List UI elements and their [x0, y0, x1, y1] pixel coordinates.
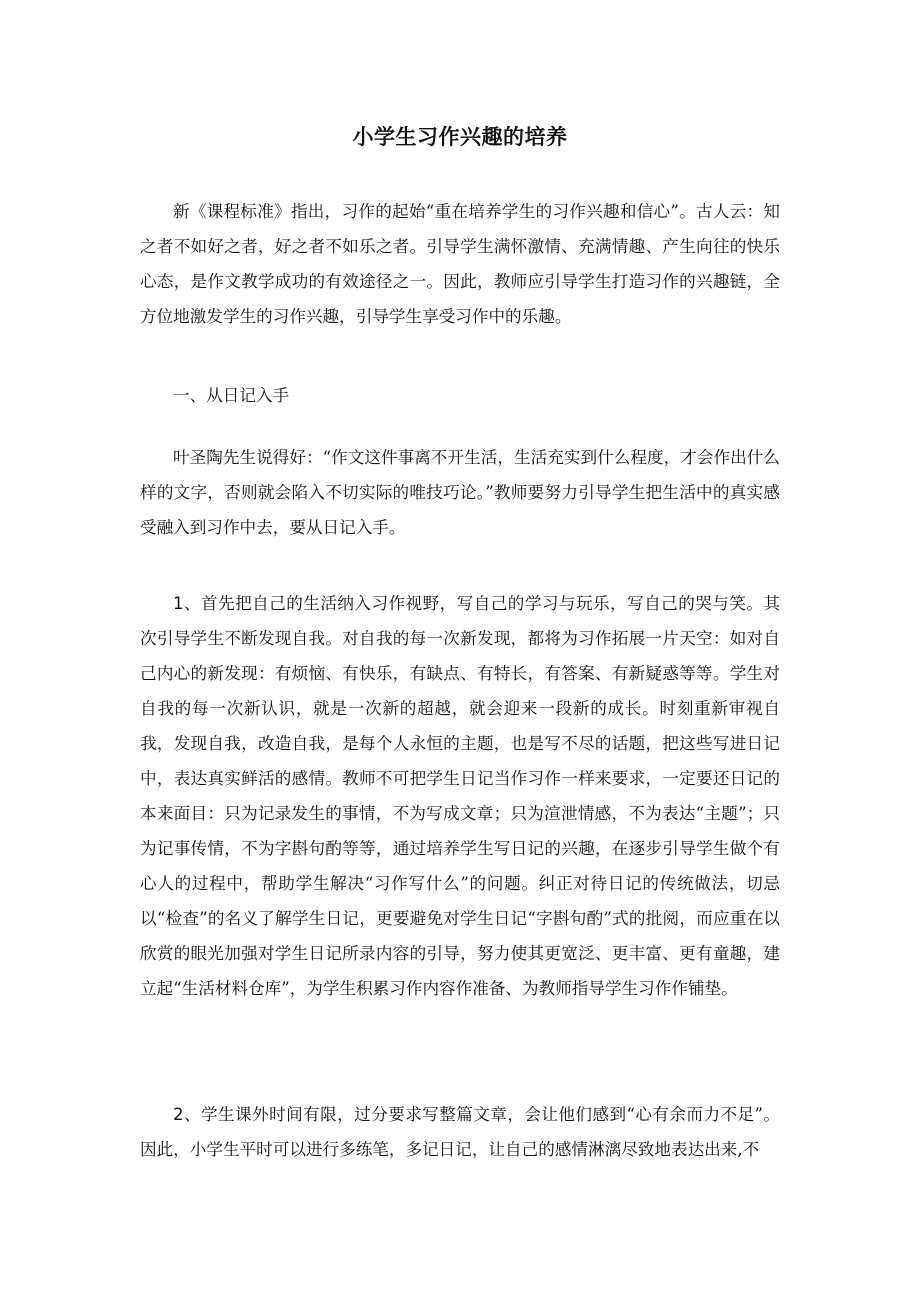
- list-number-1: 1、: [173, 594, 202, 613]
- document-title: 小学生习作兴趣的培养: [352, 125, 568, 149]
- list-item-1: [140, 586, 780, 1006]
- quote-paragraph: 叶圣陶先生说得好：“作文这件事离不开生活，生活充实到什么程度，才会作出什么样的文字，否则就会陷入不切实际的唯技巧论。”教师要努力引导学生把生活中的真实感受融入到习作中去，要从日记入手。: [140, 448, 780, 537]
- section-heading: 一、从日记入手: [173, 386, 290, 405]
- list-number-2: 2、: [173, 1105, 202, 1124]
- list-item-2: [140, 1097, 780, 1167]
- list-item-1-text: 首先把自己的生活纳入习作视野，写自己的学习与玩乐，写自己的哭与笑。其次引导学生不断发现自我。对自我的每一次新发现，都将为习作拓展一片天空：如对自己内心的新发现：有烦恼、有快乐，有缺点、有特长，有答案、有新疑惑等等。学生对自我的每一次新认识，就是一次新的超越，就会迎来一段新的成长。时刻重新审视自我，发现自我，改造自我，是每个人永恒的主题，也是写不尽的话题，把这些写进日记中，表达真实鲜活的感情。教师不可把学生日记当作习作一样来要求，一定要还日记的本来面目：只为记录发生的事情，不为写成文章；只为渲泄情感，不为表达“主题”；只为记事传情，不为字斟句酌等等，通过培养学生写日记的兴趣，在逐步引导学生做个有心人的过程中，帮助学生解决“习作写什么”的问题。纠正对待日记的传统做法，切忌以“检查”的名义了解学生日记，更要避免对学生日记“字斟句酌”式的批阅，而应重在以欣赏的眼光加强对学生日记所录内容的引导，努力使其更宽泛、更丰富、更有童趣，建立起“生活材料仓库”，为学生积累习作内容作准备、为教师指导学生习作作铺垫。: [140, 594, 780, 998]
- intro-paragraph: 新《课程标准》指出，习作的起始“重在培养学生的习作兴趣和信心”。古人云：知之者不如好之者，好之者不如乐之者。引导学生满怀激情、充满情趣、产生向往的快乐心态，是作文教学成功的有效途径之一。因此，教师应引导学生打造习作的兴趣链，全方位地激发学生的习作兴趣，引导学生享受习作中的乐趣。: [140, 202, 780, 326]
- list-item-2-text: 学生课外时间有限，过分要求写整篇文章，会让他们感到“心有余而力不足”。因此，小学生平时可以进行多练笔，多记日记，让自己的感情淋漓尽致地表达出来,不: [140, 1105, 781, 1159]
